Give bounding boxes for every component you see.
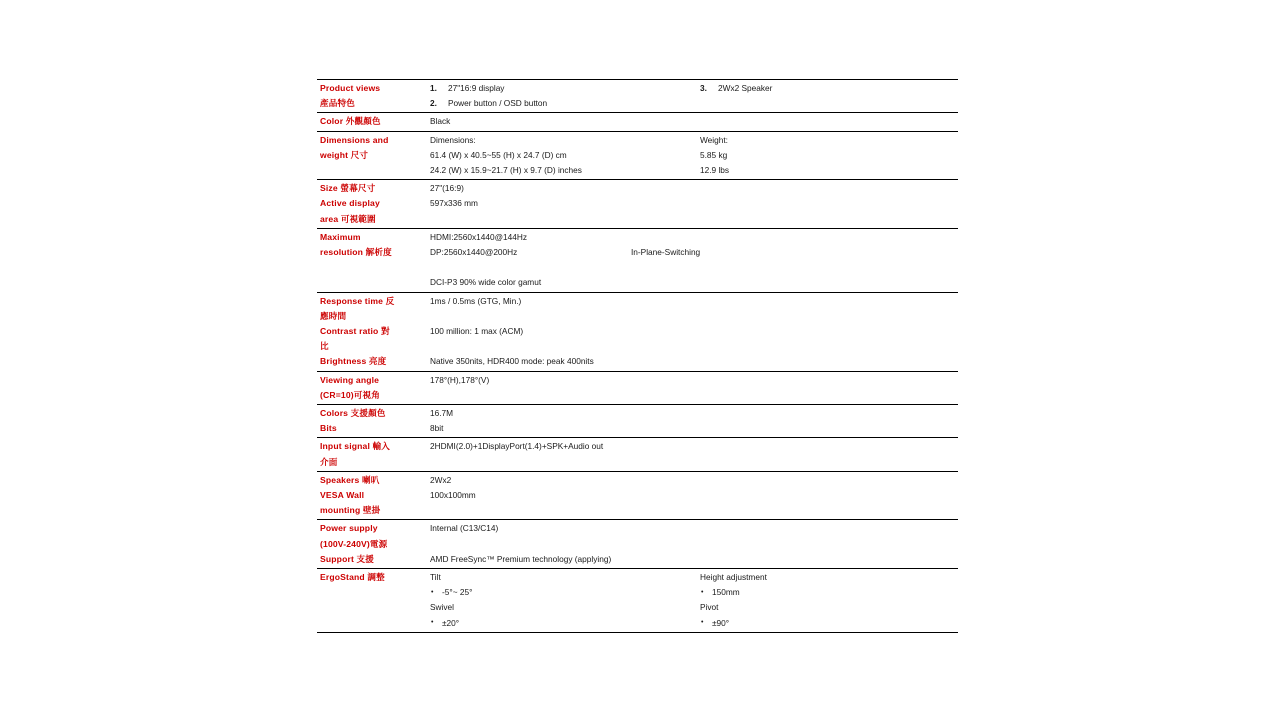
label-ergostand: ErgoStand 調整 (320, 572, 385, 583)
row-value-colors-bits (422, 405, 692, 438)
label-vesa-en: VESA Wall (320, 490, 365, 501)
row-label-response-contrast-brightness (317, 292, 422, 371)
label-en: Product views (320, 83, 381, 93)
label-en: Viewing angle (320, 374, 380, 385)
ergostand-pivot-label: Pivot (700, 602, 719, 613)
label-zh: weight 尺寸 (320, 149, 369, 160)
spacer (700, 260, 958, 275)
table-row (317, 371, 958, 404)
size-value: 27"(16:9) (430, 183, 464, 194)
row-label-ergostand (317, 569, 422, 633)
table-row (317, 569, 958, 633)
spacer (430, 339, 692, 354)
table-row (317, 520, 958, 569)
response-time-value: 1ms / 0.5ms (GTG, Min.) (430, 295, 522, 306)
row-label-speakers-vesa (317, 471, 422, 520)
row-value-speakers-vesa (422, 471, 692, 520)
support-value: AMD FreeSync™ Premium technology (applying) (430, 553, 612, 564)
row-value-speakers-right (692, 471, 958, 520)
label-zh: resolution 解析度 (320, 247, 392, 258)
row-value-input-signal (422, 438, 958, 471)
speakers-value: 2Wx2 (430, 474, 452, 485)
row-label-viewing-angle (317, 371, 422, 404)
table-row (317, 438, 958, 471)
ergostand-swivel-label: Swivel (430, 602, 454, 613)
row-value-color (422, 113, 692, 131)
row-value-size-right (692, 180, 958, 229)
resolution-line: DP:2560x1440@200Hz (430, 247, 518, 258)
color-gamut-value: DCI-P3 90% wide color gamut (430, 277, 542, 288)
row-value-ergostand-left (422, 569, 692, 633)
spacer (700, 230, 958, 245)
row-label-color: Color 外觀顏色 (317, 113, 422, 131)
label-zh: (CR=10)可視角 (320, 389, 380, 400)
row-value-response-contrast-brightness (422, 292, 692, 371)
table-row (317, 292, 958, 371)
contrast-ratio-value: 100 million: 1 max (ACM) (430, 326, 524, 337)
list-item (700, 81, 958, 96)
bullet-item: • 150mm (700, 585, 958, 600)
weight-line: 12.9 lbs (700, 165, 730, 176)
colors-value: 16.7M (430, 408, 454, 419)
label-en: Dimensions and (320, 134, 389, 145)
row-value-response-right (692, 292, 958, 371)
list-text: Power button / OSD button (448, 98, 548, 109)
row-value-max-resolution (422, 228, 692, 292)
row-value-size-and-area (422, 180, 692, 229)
monitor-spec-table (317, 79, 958, 633)
row-value-weight (692, 131, 958, 180)
ergostand-height-bullets (700, 585, 958, 600)
dimensions-line: 24.2 (W) x 15.9~21.7 (H) x 9.7 (D) inches (430, 165, 582, 176)
row-value-product-views (422, 80, 692, 113)
table-row (317, 471, 958, 520)
row-value-power-support (422, 520, 958, 569)
label-zh: 介面 (320, 456, 338, 467)
list-text: 27"16:9 display (448, 83, 505, 93)
spacer (700, 245, 958, 260)
bullet-item: • ±20° (430, 616, 692, 631)
label-power-en: Power supply (320, 523, 378, 534)
row-label-product-views (317, 80, 422, 113)
spacer (430, 309, 692, 324)
ergostand-tilt-label: Tilt (430, 572, 441, 583)
table-row (317, 131, 958, 180)
active-area-value: 597x336 mm (430, 198, 478, 209)
label-contrast-zh: 比 (320, 341, 329, 352)
label-contrast-en: Contrast ratio 對 (320, 326, 390, 337)
label-bits: Bits (320, 423, 337, 434)
label-support: Support 支援 (320, 553, 375, 564)
panel-type-value: In-Plane-Switching (631, 247, 701, 257)
row-label-size-and-area (317, 180, 422, 229)
weight-line: Weight: (700, 134, 728, 145)
weight-line: 5.85 kg (700, 149, 728, 160)
list-item (430, 96, 692, 111)
bullet-item: • -5°~ 25° (430, 585, 692, 600)
row-value-colors-right (692, 405, 958, 438)
row-value-ergostand-right (692, 569, 958, 633)
label-active-area-en: Active display (320, 198, 380, 209)
row-value-dimensions (422, 131, 692, 180)
input-signal-value: 2HDMI(2.0)+1DisplayPort(1.4)+SPK+Audio out (430, 441, 604, 452)
row-label-dimensions (317, 131, 422, 180)
label-en: Maximum (320, 231, 361, 242)
row-value-panel-type (692, 228, 958, 292)
label-response-zh: 應時間 (320, 310, 347, 321)
spacer (430, 537, 958, 552)
label-response-en: Response time 反 (320, 295, 395, 306)
label-speakers: Speakers 喇叭 (320, 474, 380, 485)
label-active-area-zh: area 可視範圍 (320, 213, 376, 224)
spacer (430, 260, 692, 275)
color-value: Black (430, 116, 451, 127)
product-views-list-right (700, 81, 958, 96)
ergostand-tilt-bullets (430, 585, 692, 600)
resolution-line: HDMI:2560x1440@144Hz (430, 231, 527, 242)
row-label-input-signal (317, 438, 422, 471)
label-power-zh: (100V-240V)電源 (320, 538, 388, 549)
label-size: Size 螢幕尺寸 (320, 183, 376, 194)
bullet-item: • ±90° (700, 616, 958, 631)
brightness-value: Native 350nits, HDR400 mode: peak 400nits (430, 356, 594, 367)
table-row (317, 80, 958, 113)
row-label-colors-bits (317, 405, 422, 438)
table-row (317, 228, 958, 292)
list-number: 3. (700, 83, 707, 93)
product-views-list (430, 81, 692, 111)
ergostand-swivel-bullets (430, 616, 692, 631)
list-text: 2Wx2 Speaker (718, 83, 773, 93)
label-brightness: Brightness 亮度 (320, 356, 387, 367)
power-supply-value: Internal (C13/C14) (430, 523, 499, 534)
list-number: 1. (430, 83, 437, 93)
table-row (317, 180, 958, 229)
table-row (317, 113, 958, 131)
ergostand-pivot-bullets (700, 616, 958, 631)
row-value-viewing-angle-right (692, 371, 958, 404)
table-row (317, 405, 958, 438)
ergostand-height-label: Height adjustment (700, 572, 767, 583)
label-en: Input signal 輸入 (320, 441, 391, 452)
label-vesa-zh: mounting 壁掛 (320, 505, 381, 516)
vesa-value: 100x100mm (430, 490, 476, 501)
dimensions-line: 61.4 (W) x 40.5~55 (H) x 24.7 (D) cm (430, 149, 567, 160)
list-number: 2. (430, 98, 437, 109)
dimensions-line: Dimensions: (430, 134, 476, 145)
label-colors: Colors 支援顏色 (320, 408, 386, 419)
list-item (430, 81, 692, 96)
row-value-viewing-angle (422, 371, 692, 404)
label-zh: 產品特色 (320, 98, 355, 109)
row-value-color-right (692, 113, 958, 131)
bits-value: 8bit (430, 423, 444, 434)
row-label-max-resolution (317, 228, 422, 292)
row-value-product-views-right (692, 80, 958, 113)
viewing-angle-value: 178°(H),178°(V) (430, 374, 490, 385)
row-label-power-support (317, 520, 422, 569)
